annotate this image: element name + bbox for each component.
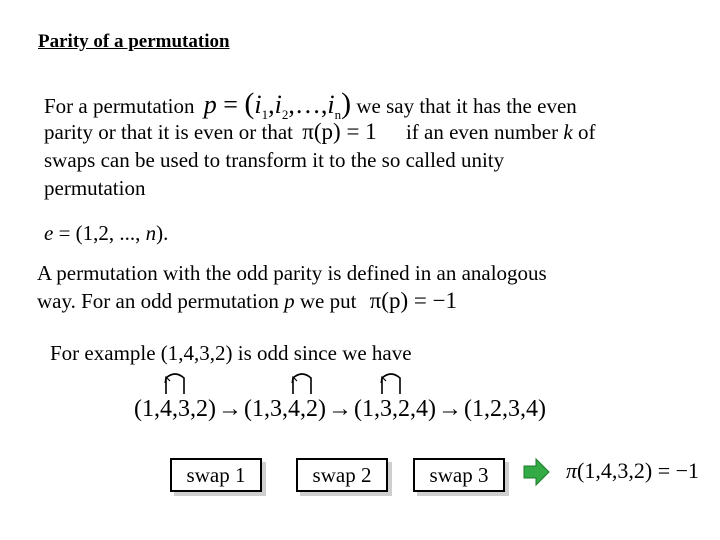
result-formula: π(1,4,3,2) = −1 (566, 458, 700, 483)
swap-chain (134, 392, 546, 426)
swap-2-box: swap 2 (296, 458, 388, 492)
example-text: For example (1,4,3,2) is odd since we have (50, 341, 412, 365)
green-arrow-icon (522, 457, 550, 487)
perm-step-2: (1,3,4,2) (243, 396, 326, 422)
swap-3-box: swap 3 (413, 458, 505, 492)
pi-equals-one: π(p) = 1 (302, 119, 377, 144)
pi-equals-minus-one: π(p) = −1 (369, 288, 458, 313)
odd-line-1: A permutation with the odd parity is defined in an analogous (37, 261, 547, 285)
definition-continuation: we say that it has the even (356, 94, 577, 118)
chain-arrow-3: → (437, 396, 462, 422)
permutation-formula: $p = (i_1,i_2,\dots,i_n)$ (203, 87, 352, 123)
definition-line-4: permutation (44, 176, 146, 200)
unity-permutation: e = (1,2, ..., n). (44, 221, 169, 245)
k-variable: k (563, 120, 573, 144)
perm-step-1: (1,4,3,2) (134, 396, 216, 422)
definition-intro: For a permutation (44, 94, 195, 118)
chain-arrow-1: → (217, 396, 242, 422)
definition-line-3: swaps can be used to transform it to the so called unity (44, 148, 505, 172)
perm-step-3: (1,3,2,4) (353, 396, 436, 422)
slide-title: Parity of a permutation (38, 31, 230, 52)
odd-line-2: way. For an odd permutation p we put π(p) = −1 (37, 288, 458, 313)
swap-1-box: swap 1 (170, 458, 262, 492)
definition-line-2: parity or that it is even or that π(p) = 1 if an even number k of (44, 119, 596, 144)
chain-arrow-2: → (327, 396, 352, 422)
perm-step-4: (1,2,3,4) (463, 396, 546, 422)
